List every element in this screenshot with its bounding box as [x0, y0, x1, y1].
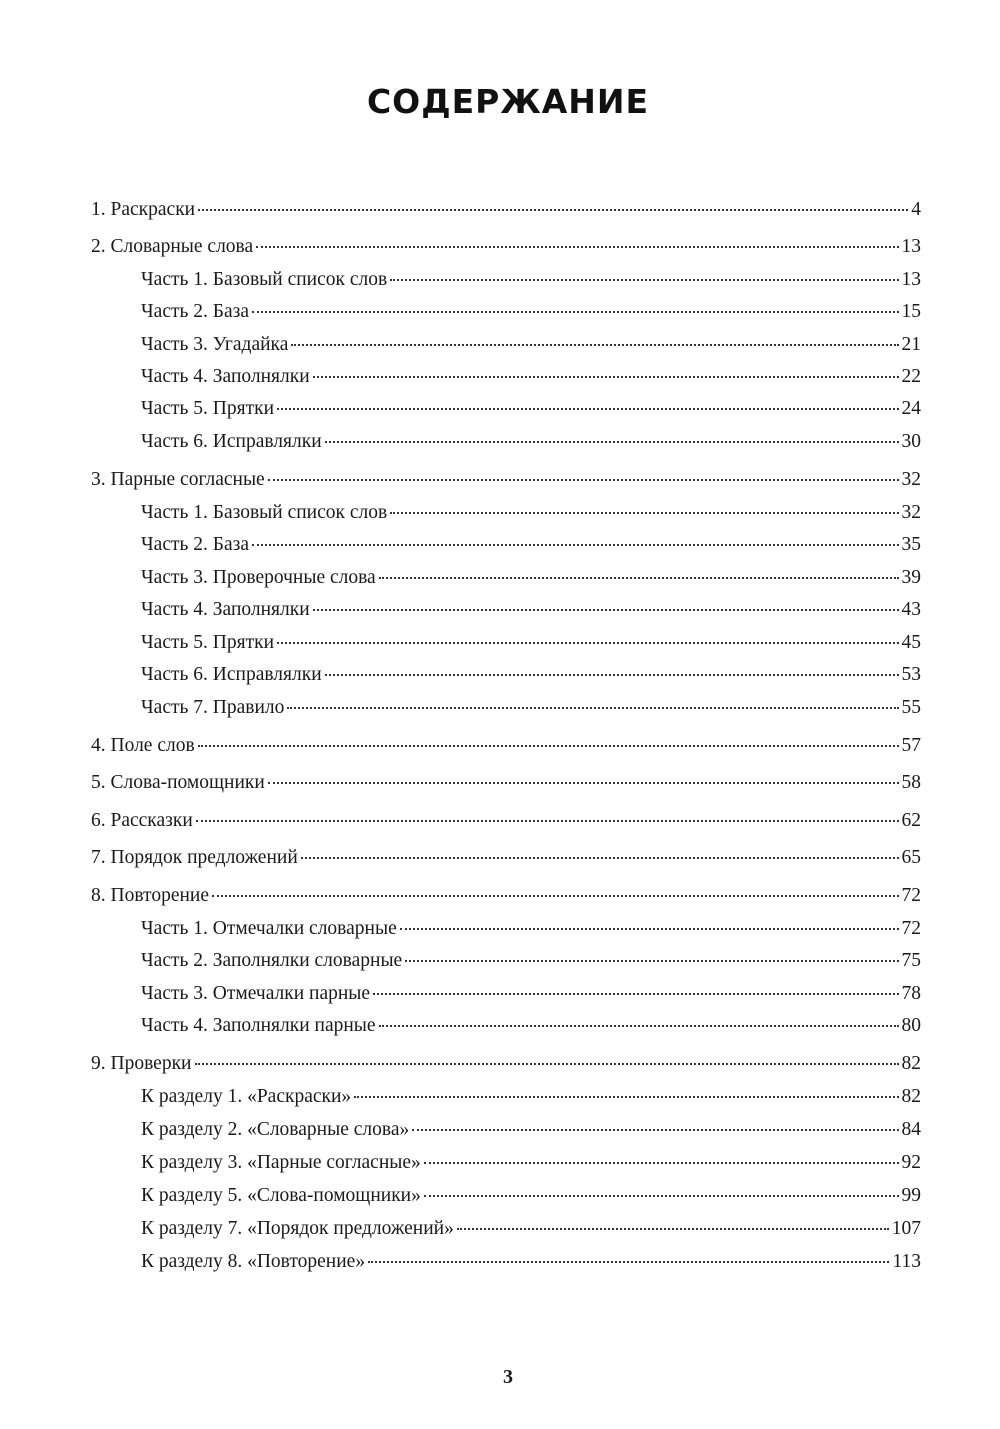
toc-entry-label: Часть 1. Базовый список слов [141, 502, 388, 523]
toc-entry-label: Часть 4. Заполнялки парные [141, 1015, 376, 1036]
toc-entry-page: 75 [901, 950, 921, 971]
toc-entry-page: 57 [901, 735, 921, 756]
toc-entry-label: Часть 5. Прятки [141, 398, 275, 419]
toc-entry-label: Часть 4. Заполнялки [141, 599, 310, 620]
toc-entry-label: Часть 2. Заполнялки словарные [141, 950, 403, 971]
toc-entry-label: Часть 7. Правило [141, 697, 285, 718]
toc-entry-page: 78 [901, 983, 921, 1004]
toc-entry-label: Часть 3. Проверочные слова [141, 567, 376, 588]
toc-entry-label: Часть 3. Угадайка [141, 334, 289, 355]
dot-leader [195, 1062, 899, 1065]
toc-subentry[interactable] [141, 1247, 921, 1277]
toc-entry-page: 62 [901, 810, 921, 831]
toc-entry-page: 113 [892, 1251, 921, 1272]
toc-entry-page: 84 [901, 1119, 921, 1140]
toc-entry-label: 2. Словарные слова [91, 236, 254, 257]
toc-entry[interactable] [91, 195, 921, 225]
dot-leader [354, 1095, 898, 1098]
toc-subentry[interactable] [141, 265, 921, 295]
toc-entry-label: 1. Раскраски [91, 199, 196, 220]
page-number: 3 [503, 1366, 513, 1388]
dot-leader [405, 959, 898, 962]
page-title: СОДЕРЖАНИЕ [366, 82, 650, 121]
toc-entry-label: Часть 6. Исправлялки [141, 431, 322, 452]
dot-leader [212, 894, 899, 897]
dot-leader [268, 781, 899, 784]
toc-subentry[interactable] [141, 394, 921, 424]
toc-entry-label: Часть 3. Отмечалки парные [141, 983, 371, 1004]
toc-entry-label: 7. Порядок предложений [91, 847, 298, 868]
toc-subentry[interactable] [141, 1214, 921, 1244]
dot-leader [390, 278, 898, 281]
toc-entry-label: 9. Проверки [91, 1053, 192, 1074]
toc-entry-page: 65 [901, 847, 921, 868]
toc-subentry[interactable] [141, 595, 921, 625]
toc-entry-page: 55 [901, 697, 921, 718]
dot-leader [291, 343, 898, 346]
toc-subentry[interactable] [141, 628, 921, 658]
dot-leader [379, 576, 899, 579]
toc-entry-label: Часть 1. Базовый список слов [141, 269, 388, 290]
toc-subentry[interactable] [141, 297, 921, 327]
toc-subentry[interactable] [141, 1011, 921, 1041]
toc-entry-label: 6. Рассказки [91, 810, 193, 831]
dot-leader [196, 819, 899, 822]
toc-subentry[interactable] [141, 1082, 921, 1112]
dot-leader [301, 856, 899, 859]
toc-entry-label: Часть 2. База [141, 534, 249, 555]
toc-subentry[interactable] [141, 1181, 921, 1211]
toc-entry-label: 4. Поле слов [91, 735, 195, 756]
toc-entry[interactable] [91, 731, 921, 761]
toc-entry-page: 32 [901, 502, 921, 523]
dot-leader [412, 1128, 898, 1131]
dot-leader [277, 641, 898, 644]
toc-entry-page: 13 [901, 236, 921, 257]
toc-subentry[interactable] [141, 530, 921, 560]
dot-leader [277, 407, 898, 410]
toc-entry-page: 82 [901, 1053, 921, 1074]
dot-leader [313, 608, 899, 611]
toc-subentry[interactable] [141, 498, 921, 528]
toc-entry-page: 80 [901, 1015, 921, 1036]
toc-subentry[interactable] [141, 660, 921, 690]
dot-leader [424, 1194, 899, 1197]
toc-entry-page: 43 [901, 599, 921, 620]
toc-entry[interactable] [91, 768, 921, 798]
toc-entry-label: К разделу 1. «Раскраски» [141, 1086, 352, 1107]
toc-entry-label: Часть 4. Заполнялки [141, 366, 310, 387]
toc-entry-page: 30 [901, 431, 921, 452]
toc-subentry[interactable] [141, 979, 921, 1009]
toc-subentry[interactable] [141, 693, 921, 723]
toc-entry-page: 92 [901, 1152, 921, 1173]
toc-entry-page: 107 [891, 1218, 921, 1239]
toc-entry-page: 22 [901, 366, 921, 387]
toc-entry-label: 8. Повторение [91, 885, 209, 906]
toc-entry-page: 53 [901, 664, 921, 685]
dot-leader [373, 992, 898, 995]
dot-leader [368, 1260, 889, 1263]
toc-entry-label: Часть 2. База [141, 301, 249, 322]
dot-leader [198, 208, 908, 211]
toc-entry-page: 35 [901, 534, 921, 555]
toc-entry[interactable] [91, 232, 921, 262]
toc-subentry[interactable] [141, 946, 921, 976]
toc-entry-page: 32 [901, 469, 921, 490]
dot-leader [252, 310, 899, 313]
dot-leader [400, 927, 899, 930]
toc-subentry[interactable] [141, 914, 921, 944]
toc-entry[interactable] [91, 806, 921, 836]
dot-leader [325, 440, 899, 443]
toc-entry-label: К разделу 8. «Повторение» [141, 1251, 366, 1272]
toc-subentry[interactable] [141, 563, 921, 593]
dot-leader [198, 744, 899, 747]
toc-subentry[interactable] [141, 362, 921, 392]
toc-subentry[interactable] [141, 1148, 921, 1178]
toc-entry-page: 21 [901, 334, 921, 355]
dot-leader [390, 511, 898, 514]
dot-leader [424, 1161, 899, 1164]
dot-leader [252, 543, 899, 546]
toc-entry-label: К разделу 5. «Слова-помощники» [141, 1185, 421, 1206]
toc-entry-page: 15 [901, 301, 921, 322]
toc-entry-page: 4 [911, 199, 921, 220]
dot-leader [313, 375, 899, 378]
toc-entry-label: 5. Слова-помощники [91, 772, 265, 793]
dot-leader [268, 478, 899, 481]
toc-entry-label: Часть 5. Прятки [141, 632, 275, 653]
toc-entry[interactable] [91, 881, 921, 911]
toc-subentry[interactable] [141, 330, 921, 360]
dot-leader [379, 1024, 899, 1027]
toc-entry[interactable] [91, 843, 921, 873]
toc-entry-page: 13 [901, 269, 921, 290]
toc-entry-label: Часть 6. Исправлялки [141, 664, 322, 685]
toc-entry-label: К разделу 7. «Порядок предложений» [141, 1218, 454, 1239]
toc-entry-label: Часть 1. Отмечалки словарные [141, 918, 397, 939]
dot-leader [325, 673, 899, 676]
toc-entry-label: К разделу 3. «Парные согласные» [141, 1152, 421, 1173]
dot-leader [256, 245, 898, 248]
toc-entry-label: К разделу 2. «Словарные слова» [141, 1119, 410, 1140]
toc-subentry[interactable] [141, 1115, 921, 1145]
toc-entry-page: 72 [901, 885, 921, 906]
toc-entry-page: 58 [901, 772, 921, 793]
toc-entry-label: 3. Парные согласные [91, 469, 265, 490]
toc-entry-page: 39 [901, 567, 921, 588]
toc-entry-page: 82 [901, 1086, 921, 1107]
toc-subentry[interactable] [141, 427, 921, 457]
toc-entry[interactable] [91, 465, 921, 495]
toc-entry[interactable] [91, 1049, 921, 1079]
toc-entry-page: 99 [901, 1185, 921, 1206]
toc-entry-page: 45 [901, 632, 921, 653]
toc-entry-page: 24 [901, 398, 921, 419]
dot-leader [457, 1227, 889, 1230]
dot-leader [287, 706, 898, 709]
toc-entry-page: 72 [901, 918, 921, 939]
